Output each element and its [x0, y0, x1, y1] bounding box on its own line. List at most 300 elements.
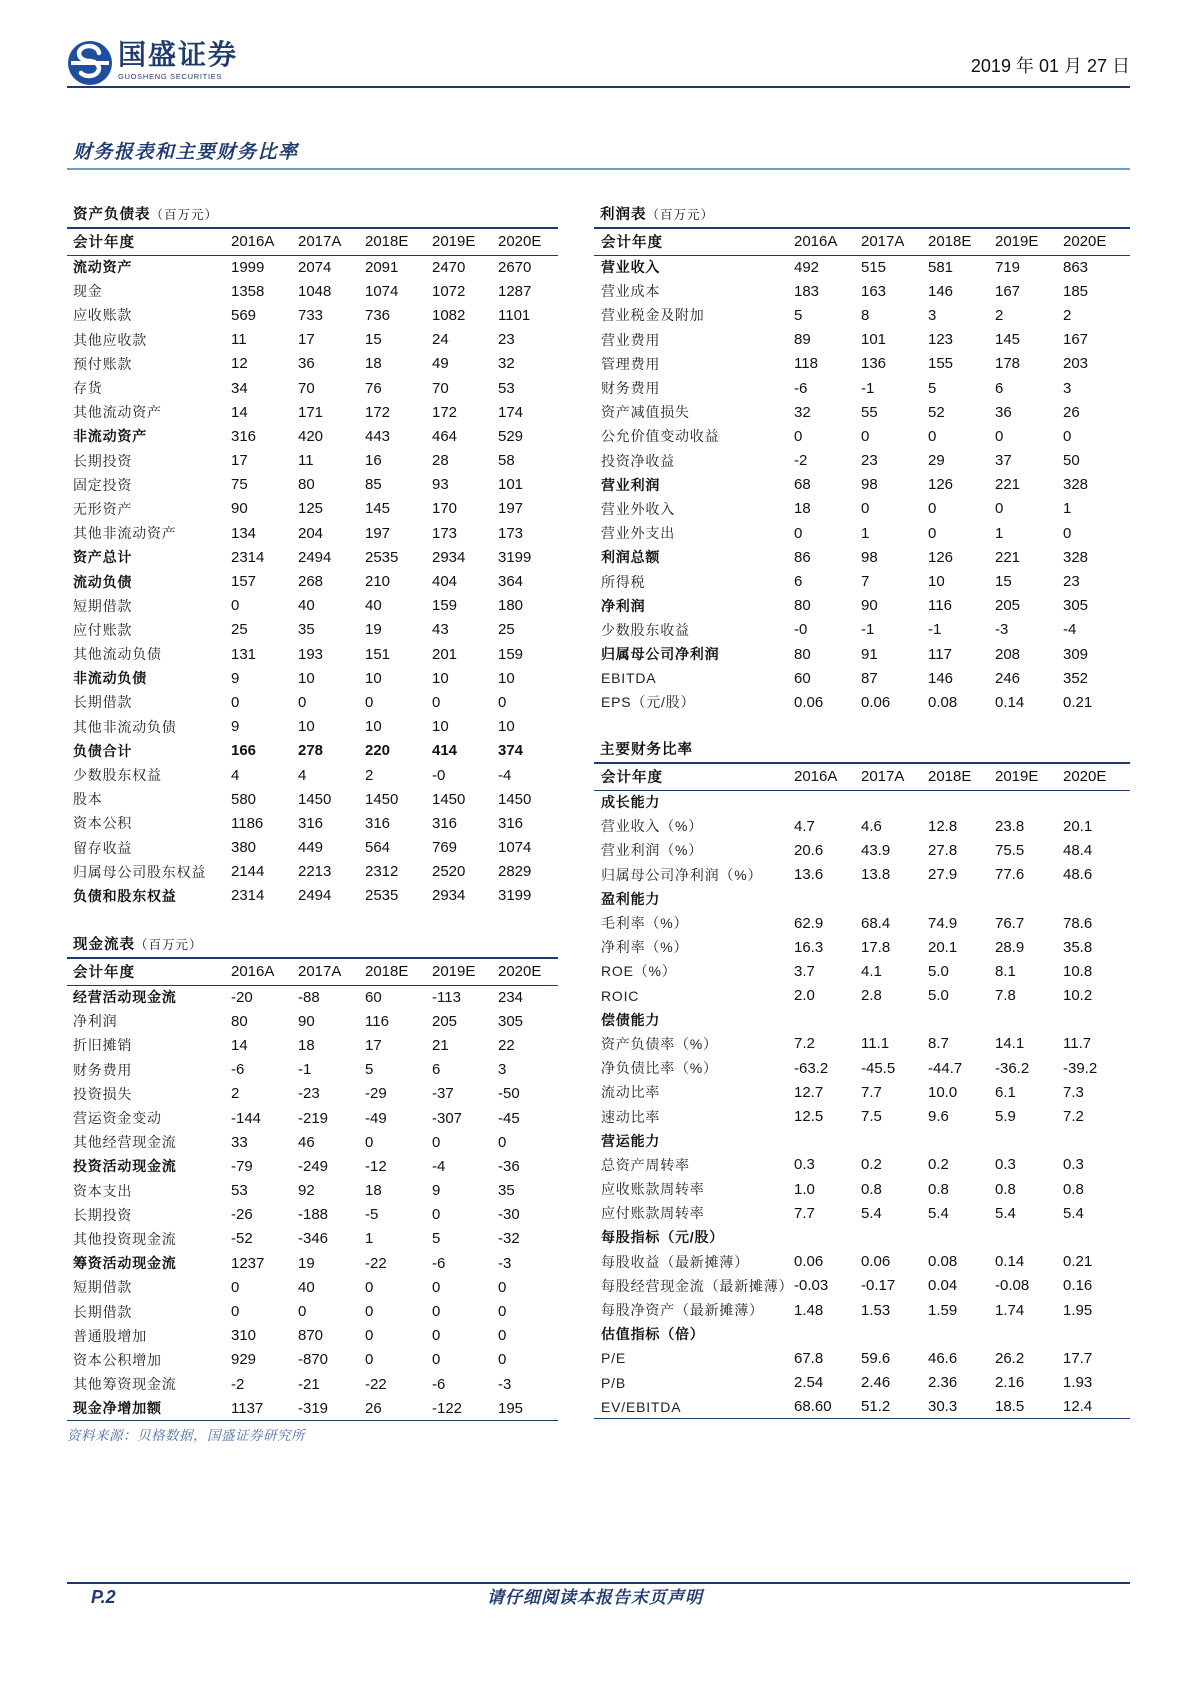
cell-value: 18	[365, 355, 382, 373]
row-label: 长期借款	[73, 1303, 133, 1320]
table-row-subtotal	[67, 1396, 558, 1420]
cell-value: 77.6	[995, 866, 1025, 884]
cell-value: 0	[498, 1303, 507, 1321]
cell-value: 76.7	[995, 914, 1025, 932]
cell-value: 32	[794, 403, 811, 421]
cell-value: 6	[432, 1061, 441, 1079]
cell-value: -45	[498, 1109, 520, 1127]
row-label: 应付账款周转率	[601, 1205, 705, 1222]
cell-value: 2213	[298, 863, 332, 881]
cell-value: 0.2	[861, 1156, 882, 1174]
row-label: 总资产周转率	[601, 1156, 690, 1173]
cell-value: 13.6	[794, 866, 824, 884]
cell-value: 0	[794, 427, 803, 445]
table-row	[594, 1274, 1130, 1298]
cell-value: 3	[928, 306, 937, 324]
report-date: 2019 年 01 月 27 日	[970, 56, 1130, 76]
table-row	[67, 1082, 558, 1106]
cell-value: 25	[231, 621, 248, 639]
cell-value: 309	[1063, 645, 1089, 663]
cell-value: 1.93	[1063, 1374, 1093, 1392]
cell-value: 2.0	[794, 987, 815, 1005]
cell-value: 29	[928, 452, 945, 470]
cell-value: 17	[298, 331, 315, 349]
cell-value: -3	[498, 1375, 512, 1393]
cell-value: 2.36	[928, 1374, 958, 1392]
financial-ratios-title	[594, 738, 1130, 762]
cell-value: 22	[498, 1036, 515, 1054]
table-row	[67, 1203, 558, 1227]
table-row	[67, 1106, 558, 1130]
cell-value: 125	[298, 500, 324, 518]
row-label: 其他流动负债	[73, 646, 162, 663]
cell-value: 21	[432, 1036, 449, 1054]
cell-value	[794, 1322, 861, 1346]
cell-value: -870	[298, 1351, 329, 1369]
row-label: 长期投资	[73, 452, 133, 469]
row-label: 营业费用	[601, 331, 661, 348]
table-row	[594, 863, 1130, 887]
table-row	[67, 690, 558, 714]
cell-value: 2074	[298, 258, 332, 276]
table-row-subtotal	[594, 1008, 1130, 1032]
cell-value: 68.60	[794, 1395, 861, 1419]
cell-value: 2091	[365, 258, 399, 276]
cell-value: 1137	[231, 1396, 298, 1420]
cell-value: 9	[231, 669, 240, 687]
row-label: 少数股东权益	[73, 767, 162, 784]
cell-value: 2934	[432, 887, 466, 905]
cell-value: 0	[432, 1303, 441, 1321]
row-label: 股本	[73, 791, 103, 808]
cell-value: 0	[861, 500, 870, 518]
table-unit: （百万元）	[646, 208, 715, 222]
cell-value: 0	[432, 1351, 441, 1369]
cell-value: 98	[861, 476, 878, 494]
cell-value: 48.6	[1063, 866, 1093, 884]
cash-flow-title	[67, 933, 558, 957]
cell-value: 268	[298, 573, 324, 591]
cell-value: 18	[298, 1036, 315, 1054]
table-row	[594, 1104, 1130, 1128]
cell-value: 75.5	[995, 841, 1025, 859]
cell-value: 6.1	[995, 1083, 1016, 1101]
table-row	[594, 569, 1130, 593]
cell-value: 278	[298, 742, 324, 760]
cell-value: 17.8	[861, 938, 891, 956]
cell-value	[861, 887, 928, 911]
cell-value: 0	[995, 500, 1004, 518]
table-row	[594, 1371, 1130, 1395]
cell-value	[794, 1129, 861, 1153]
cell-value: 1999	[231, 258, 265, 276]
cell-value: 167	[995, 282, 1021, 300]
cell-value: 5.4	[861, 1204, 882, 1222]
table-title: 资产负债表	[73, 207, 151, 223]
row-label: 营运资金变动	[73, 1110, 162, 1127]
cell-value: 89	[794, 331, 811, 349]
cell-value: 62.9	[794, 914, 824, 932]
cell-value	[1063, 1129, 1130, 1153]
cell-value: -113	[432, 988, 461, 1006]
cell-value: 35	[298, 621, 315, 639]
cell-value: -319	[298, 1396, 365, 1420]
row-label: 应收账款周转率	[601, 1181, 705, 1198]
cell-value: 173	[498, 524, 524, 542]
row-label: 投资损失	[73, 1085, 133, 1102]
cell-value: 15	[365, 331, 382, 349]
cell-value: 10.0	[928, 1083, 958, 1101]
row-label: ROE（%）	[601, 963, 677, 980]
cell-value: 11	[298, 452, 314, 470]
cell-value: 68	[794, 476, 811, 494]
table-row	[67, 376, 558, 400]
row-label: 长期借款	[73, 694, 133, 711]
table-row	[67, 618, 558, 642]
cell-value: 0.08	[928, 693, 958, 711]
cell-value: 60	[794, 669, 811, 687]
cell-value: 316	[231, 427, 257, 445]
source-note: 资料来源：贝格数据，国盛证券研究所	[67, 1428, 305, 1443]
cell-value: -6	[231, 1061, 245, 1079]
cell-value: 173	[432, 524, 458, 542]
cell-value: 0	[995, 427, 1004, 445]
footer-disclaimer: 请仔细阅读本报告末页声明	[487, 1588, 703, 1607]
table-row	[594, 959, 1130, 983]
table-row	[67, 860, 558, 884]
cell-value: 14	[231, 403, 248, 421]
cell-value: -21	[298, 1375, 320, 1393]
row-label: 应付账款	[73, 621, 133, 638]
cell-value: 28.9	[995, 938, 1025, 956]
cell-value: 59.6	[861, 1349, 891, 1367]
cell-value: 67.8	[794, 1349, 824, 1367]
row-label: 现金净增加额	[67, 1396, 231, 1420]
cell-value	[1063, 790, 1130, 814]
cell-value: 0	[498, 1278, 507, 1296]
cell-value: 1074	[498, 839, 532, 857]
cell-value: 26	[1063, 403, 1080, 421]
cell-value: 136	[861, 355, 887, 373]
table-row	[594, 376, 1130, 400]
table-row-subtotal	[67, 884, 558, 908]
table-row	[67, 1033, 558, 1057]
cell-value: 0	[365, 1303, 374, 1321]
cell-value: 5.0	[928, 987, 949, 1005]
row-label: 资本支出	[73, 1182, 133, 1199]
table-row	[594, 1201, 1130, 1225]
table-row	[594, 352, 1130, 376]
table-row	[67, 715, 558, 739]
cell-value: 7.3	[1063, 1083, 1084, 1101]
cell-value: 305	[498, 1012, 524, 1030]
cell-value: 5	[432, 1230, 441, 1248]
cell-value	[794, 790, 861, 814]
cell-value: 0.8	[861, 1180, 882, 1198]
cell-value: 4.7	[794, 817, 815, 835]
cell-value: 0	[231, 597, 240, 615]
cell-value: 50	[1063, 452, 1080, 470]
cell-value: 20.1	[928, 938, 958, 956]
row-label: 偿债能力	[601, 1011, 661, 1028]
cell-value: 17	[365, 1036, 382, 1054]
income-statement-table	[594, 227, 1130, 715]
table-row-subtotal	[67, 1154, 558, 1178]
row-label: 其他流动资产	[73, 404, 162, 421]
row-label: 所得税	[601, 573, 646, 590]
cell-value: 30.3	[928, 1395, 995, 1419]
cell-value	[995, 1008, 1063, 1032]
cell-value: -32	[498, 1230, 520, 1248]
cell-value: 93	[432, 476, 449, 494]
table-row	[594, 400, 1130, 424]
cell-value: 26.2	[995, 1349, 1025, 1367]
cell-value: 0	[365, 1278, 374, 1296]
column-header-year: 2017A	[861, 228, 928, 255]
cell-value	[1063, 1008, 1130, 1032]
row-label: 短期借款	[73, 597, 133, 614]
cell-value: 17.7	[1063, 1349, 1093, 1367]
cell-value: 52	[928, 403, 945, 421]
cell-value	[928, 1322, 995, 1346]
section-title: 财务报表和主要财务比率	[73, 142, 299, 163]
cell-value: 328	[1063, 548, 1089, 566]
cell-value: 404	[432, 573, 458, 591]
row-label: 流动资产	[73, 259, 133, 276]
logo-subname: GUOSHENG SECURITIES	[118, 72, 223, 81]
cell-value: -3	[498, 1254, 512, 1272]
cell-value: 316	[365, 814, 391, 832]
table-row	[67, 642, 558, 666]
table-title: 主要财务比率	[600, 742, 693, 758]
table-row	[594, 497, 1130, 521]
cell-value: 10	[298, 718, 315, 736]
cell-value: 2144	[231, 863, 265, 881]
cell-value: 40	[298, 1278, 315, 1296]
financial-ratios-block	[594, 738, 1130, 1419]
table-row	[594, 424, 1130, 448]
cell-value: 3199	[498, 887, 532, 905]
cell-value: 201	[432, 645, 458, 663]
cell-value: 10	[432, 718, 449, 736]
cell-value: 40	[365, 597, 382, 615]
row-label: 营业税金及附加	[601, 307, 705, 324]
row-label: EBITDA	[601, 670, 657, 687]
cell-value: 1450	[498, 790, 532, 808]
cell-value: 155	[928, 355, 954, 373]
row-label: 负债合计	[73, 742, 133, 759]
cell-value: -29	[365, 1085, 387, 1103]
cell-value: -22	[365, 1254, 387, 1272]
column-header-year: 2018E	[928, 763, 995, 790]
cell-value: -36	[498, 1157, 520, 1175]
cell-value	[861, 1008, 928, 1032]
section-divider	[67, 168, 1130, 170]
row-label: 非流动负债	[73, 670, 147, 687]
cell-value: 159	[432, 597, 458, 615]
cell-value: 0	[365, 693, 374, 711]
cell-value: -1	[298, 1061, 312, 1079]
cell-value: 246	[995, 669, 1021, 687]
table-row	[594, 814, 1130, 838]
cell-value: -39.2	[1063, 1059, 1098, 1077]
cell-value: 170	[432, 500, 458, 518]
table-row	[67, 787, 558, 811]
cell-value: 17	[231, 452, 248, 470]
cell-value: 581	[928, 258, 954, 276]
row-label: 管理费用	[601, 355, 661, 372]
cell-value: 719	[995, 258, 1021, 276]
table-row-subtotal	[67, 569, 558, 593]
cell-value: 1082	[432, 306, 466, 324]
cell-value: 9	[432, 1182, 441, 1200]
cell-value: 3	[1063, 379, 1072, 397]
row-label: 资产负债率（%）	[601, 1035, 718, 1052]
cell-value: 0.06	[861, 693, 891, 711]
cash-flow-table	[67, 957, 558, 1421]
row-label: 营业成本	[601, 283, 661, 300]
cell-value: 7.5	[861, 1108, 882, 1126]
row-label: EPS（元/股）	[601, 694, 696, 711]
column-header-year: 2019E	[995, 763, 1063, 790]
cell-value: 3	[498, 1061, 507, 1079]
row-label: P/E	[601, 1350, 626, 1367]
table-row	[67, 279, 558, 303]
row-label: 预付账款	[73, 355, 133, 372]
cell-value: 2.54	[794, 1374, 824, 1392]
row-label: 营业利润（%）	[601, 842, 704, 859]
cell-value: 414	[432, 742, 458, 760]
cell-value: 183	[794, 282, 820, 300]
cell-value: 23	[498, 331, 515, 349]
cell-value: 53	[498, 379, 515, 397]
cell-value: -3	[995, 621, 1009, 639]
header-divider	[67, 86, 1130, 88]
cell-value: 1450	[298, 790, 332, 808]
row-label: 普通股增加	[73, 1327, 147, 1344]
cell-value: -219	[298, 1109, 329, 1127]
cell-value: 443	[365, 427, 391, 445]
cell-value: -6	[432, 1375, 446, 1393]
cell-value: 26	[365, 1396, 432, 1420]
row-label: 利润总额	[601, 549, 661, 566]
cell-value: 2520	[432, 863, 466, 881]
cell-value: 2	[995, 306, 1004, 324]
cell-value: 78.6	[1063, 914, 1093, 932]
row-label: 其他非流动负债	[73, 718, 177, 735]
cell-value: 2535	[365, 887, 399, 905]
table-row	[67, 763, 558, 787]
cell-value: 0	[432, 1133, 441, 1151]
cell-value: 2934	[432, 548, 466, 566]
column-header-year: 2019E	[432, 958, 498, 985]
cell-value: 15	[995, 573, 1012, 591]
cell-value: 10	[298, 669, 315, 687]
cell-value: 210	[365, 573, 391, 591]
cell-value	[794, 1225, 861, 1249]
table-row	[594, 1056, 1130, 1080]
column-header-year: 2019E	[995, 228, 1063, 255]
cell-value: 14.1	[995, 1035, 1025, 1053]
cell-value: 145	[365, 500, 391, 518]
cell-value: -4	[498, 766, 512, 784]
cell-value: 7.7	[794, 1204, 815, 1222]
cell-value: -307	[432, 1109, 463, 1127]
row-label: 应收账款	[73, 307, 133, 324]
cell-value: 12.7	[794, 1083, 824, 1101]
cell-value: 23	[1063, 573, 1080, 591]
cell-value: 19	[298, 1254, 315, 1272]
cell-value: 0	[1063, 524, 1072, 542]
cell-value: 55	[861, 403, 878, 421]
row-label: 资产总计	[73, 549, 133, 566]
cell-value	[928, 1225, 995, 1249]
cell-value: 163	[861, 282, 887, 300]
cell-value: 310	[231, 1327, 257, 1345]
cell-value: 185	[1063, 282, 1089, 300]
row-label: 流动比率	[601, 1084, 661, 1101]
cell-value: 2535	[365, 548, 399, 566]
cell-value: -23	[298, 1085, 320, 1103]
cell-value: -0.17	[861, 1277, 896, 1295]
cell-value: -79	[231, 1157, 253, 1175]
cell-value: 1186	[231, 814, 264, 832]
cell-value: 43.9	[861, 841, 891, 859]
cell-value: 33	[231, 1133, 248, 1151]
row-label: 其他应收款	[73, 331, 147, 348]
row-label: 折旧摊销	[73, 1037, 133, 1054]
cell-value: 10	[498, 718, 515, 736]
row-label: 净利率（%）	[601, 939, 689, 956]
cell-value: 529	[498, 427, 524, 445]
cell-value: 0	[928, 427, 937, 445]
cell-value: 7.8	[995, 987, 1016, 1005]
cell-value: -36.2	[995, 1059, 1030, 1077]
cell-value: -0.03	[794, 1277, 829, 1295]
cell-value: 12.5	[794, 1108, 824, 1126]
cell-value: 1.48	[794, 1301, 824, 1319]
table-row	[594, 1080, 1130, 1104]
cell-value: 1358	[231, 282, 265, 300]
cell-value	[861, 1129, 928, 1153]
cell-value: 5.9	[995, 1108, 1016, 1126]
cell-value: 1	[1063, 500, 1072, 518]
cell-value: 203	[1063, 355, 1089, 373]
cell-value: 564	[365, 839, 391, 857]
cell-value: 2314	[231, 548, 265, 566]
cell-value: 208	[995, 645, 1021, 663]
cell-value: 146	[928, 669, 954, 687]
row-label: 净利润	[601, 597, 646, 614]
table-row	[594, 328, 1130, 352]
cell-value: 8.1	[995, 962, 1016, 980]
row-label: 负债和股东权益	[73, 887, 177, 904]
cell-value	[995, 1129, 1063, 1153]
cell-value: 11.1	[861, 1035, 890, 1053]
cell-value: -45.5	[861, 1059, 896, 1077]
table-row-subtotal	[594, 255, 1130, 279]
column-header-year: 2020E	[1063, 228, 1130, 255]
company-logo-icon	[67, 40, 113, 86]
cell-value: 10.8	[1063, 962, 1093, 980]
cell-value: 145	[995, 331, 1021, 349]
balance-sheet-title	[67, 203, 558, 227]
row-label: 净负债比率（%）	[601, 1060, 718, 1077]
cell-value: 420	[298, 427, 324, 445]
cell-value: 86	[794, 548, 811, 566]
cell-value: 195	[498, 1396, 558, 1420]
table-header-row	[594, 228, 1130, 255]
